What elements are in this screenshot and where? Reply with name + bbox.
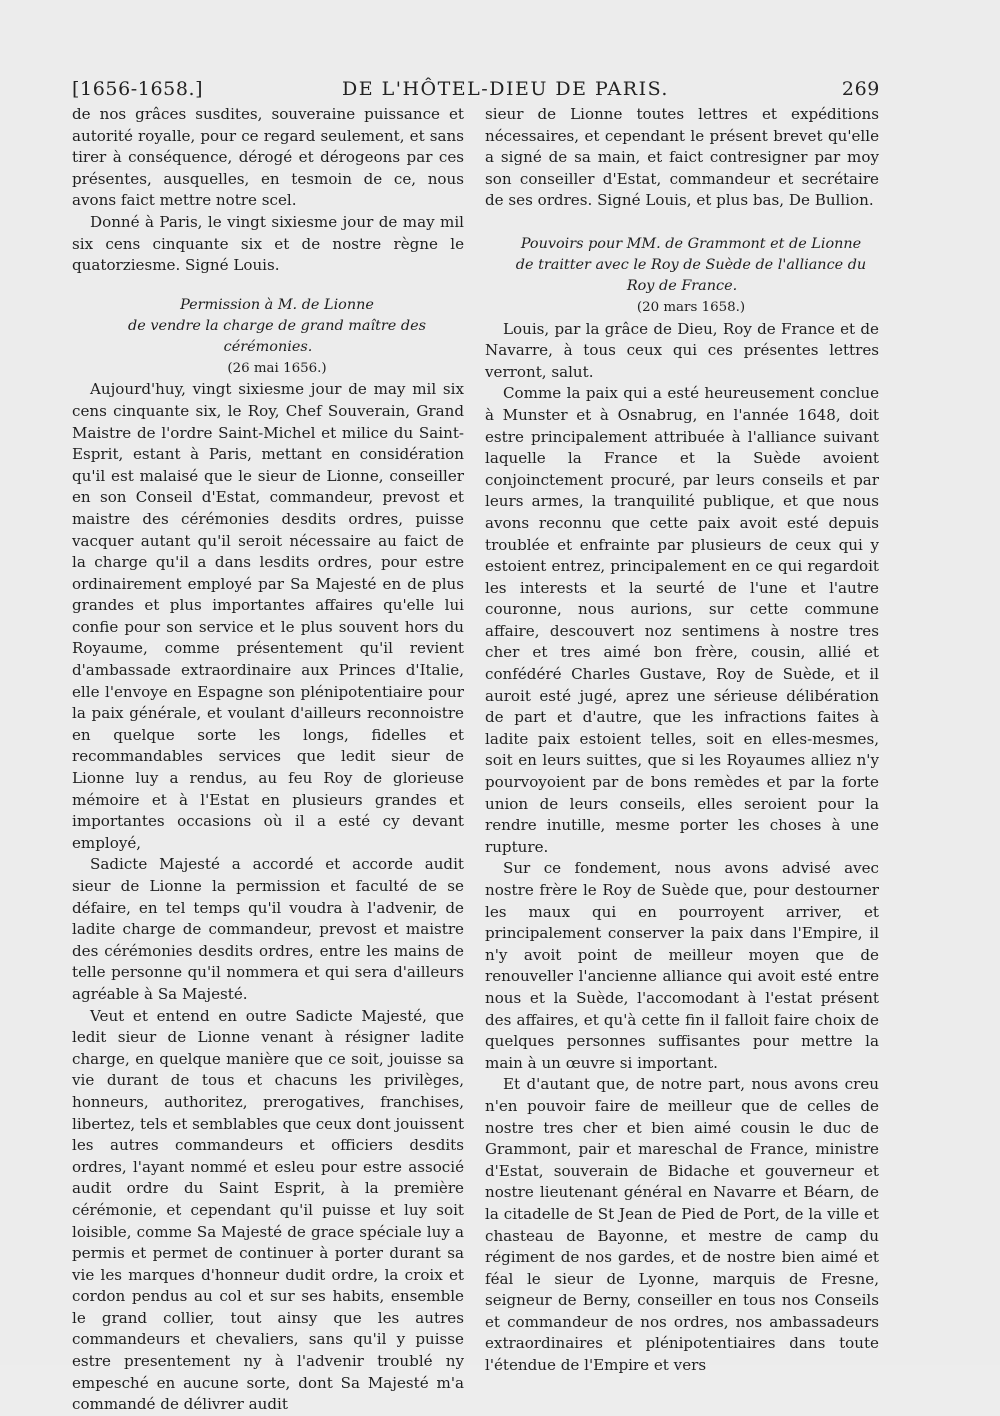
left-column — [72, 104, 464, 1416]
paragraph: Donné à Paris, le vingt sixiesme jour de may mil six cens cinquante six et de nostre règne le quatorziesme. Signé Louis. — [72, 212, 464, 275]
paragraph: Veut et entend en outre Sadicte Majesté, que ledit sieur de Lionne venant à résigner ladite charge, en quelque manière que ce soit, jouisse sa vie durant de tous et chacuns les privilèges, honneurs, authoritez, prerogatives, franchises, libertez, tels et semblables que ceux dont jouissent les autres commandeurs et officiers desdits ordres, l'ayant nommé et esleu pour estre associé audit ordre du Saint Esprit, à la première cérémonie, et cependant qu'il puisse et luy soit loisible, comme Sa Majesté de grace spéciale luy a permis et permet de continuer à porter durant sa vie les marques d'honneur dudit ordre, la croix et cordon pendus au col et sur ses habits, ensemble le grand collier, tout ainsy que les autres commandeurs et chevaliers, sans qu'il y puisse estre presentement ny à l'advenir troublé ny empesché en aucune sorte, dont Sa Majesté m'a commandé de délivrer audit — [72, 1006, 465, 1414]
page-number: 269 — [841, 78, 880, 100]
section-title: Permission à M. de Lionne — [180, 296, 374, 313]
paragraph: Sur ce fondement, nous avons advisé avec nostre frère le Roy de Suède que, pour destourner les maux qui en pourroyent arriver, et principalement conserver la paix dans l'Empire, il n'y avoit point de meilleur moyen que de renouveller l'ancienne alliance qui avoit esté entre nous et la Suède, l'accomodant à l'estat présent des affaires, et qu'à cette fin il falloit faire choix de quelques personnes suffisantes pour mettre la main à un œuvre si important. — [485, 859, 879, 1072]
section-date: (20 mars 1658.) — [636, 299, 746, 315]
paragraph: Sadicte Majesté a accordé et accorde audit sieur de Lionne la permission et faculté de se défaire, en tel temps qu'il voudra à l'advenir, de ladite charge de commandeur, prevost et maistre des cérémonies desdits ordres, entre les mains de telle personne qu'il nommera et qui sera d'ailleurs agréable à Sa Majesté. — [72, 855, 464, 1003]
section-subtitle: de vendre la charge de grand maître des cérémonies. — [128, 317, 426, 355]
section-subtitle: de traitter avec le Roy de Suède de l'alliance du Roy de France. — [515, 256, 867, 294]
header-title: DE L'HÔTEL-DIEU DE PARIS. — [342, 78, 669, 100]
section-title: Pouvoirs pour MM. de Grammont et de Lionne — [520, 235, 862, 252]
paragraph: sieur de Lionne toutes lettres et expéditions nécessaires, et cependant le présent brevet qu'elle a signé de sa main, et faict contresigner par moy son conseiller d'Estat, commandeur et secrétaire de ses ordres. Signé Louis, et plus bas, De Bullion. — [485, 105, 879, 210]
paragraph: Louis, par la grâce de Dieu, Roy de France et de Navarre, à tous ceux qui ces présentes lettres verront, salut. — [485, 319, 879, 381]
running-header — [72, 78, 880, 106]
paragraph: de nos grâces susdites, souveraine puissance et autorité royalle, pour ce regard seulement, et sans tirer à conséquence, dérogé et dérogeons par ces présentes, ausquelles, en tesmoin de ce, nous avons faict mettre notre scel. — [72, 105, 464, 210]
header-date-range: [1656-1658.] — [72, 78, 204, 100]
paragraph: Comme la paix qui a esté heureusement conclue à Munster et à Osnabrug, en l'année 1648, doit estre principalement attribuée à l'alliance suivant laquelle la France et la Suède avoient conjoinctement procuré, par leurs conseils et par leurs armes, la tranquilité publique, et que nous avons reconnu que cette paix avoit esté depuis troublée et enfrainte par plusieurs de ceux qui y estoient entrez, principalement en ce qui regardoit les interests et la seurté de l'une et l'autre couronne, nous aurions, sur cette commune affaire, descouvert noz sentimens à nostre tres cher et tres aimé bon frère, cousin, allié et confédéré Charles Gustave, Roy de Suède, et il auroit esté jugé, aprez une sérieuse délibération de part et d'autre, que les infractions faites à ladite paix estoient telles, soit en elles-mesmes, soit en leurs suittes, que si les Royaumes alliez n'y pourvoyoient par de bons remèdes et par la forte union de leurs conseils, elles seroient pour la rendre inutille, mesme porter les choses à une rupture. — [485, 384, 879, 856]
right-column — [485, 104, 879, 1377]
paragraph: Et d'autant que, de notre part, nous avons creu n'en pouvoir faire de meilleur que de celles de nostre tres cher et bien aimé cousin le duc de Grammont, pair et mareschal de France, ministre d'Estat, souverain de Bidache et gouverneur et nostre lieutenant général en Navarre et Béarn, de la citadelle de St Jean de Pied de Port, de la ville et chasteau de Bayonne, et mestre de camp du régiment de nos gardes, et de nostre bien aimé et féal le sieur de Lyonne, marquis de Fresne, seigneur de Berny, conseiller en tous nos Conseils et commandeur de nos ordres, nos ambassadeurs extraordinaires et plénipotentiaires dans toute l'étendue de l'Empire et vers — [485, 1075, 879, 1375]
section-date: (26 mai 1656.) — [227, 360, 327, 376]
paragraph: Aujourd'huy, vingt sixiesme jour de may mil six cens cinquante six, le Roy, Chef Souverain, Grand Maistre de l'ordre Saint-Michel et milice du Saint-Esprit, estant à Paris, mettant en considération qu'il est malaisé que le sieur de Lionne, conseiller en son Conseil d'Estat, commandeur, prevost et maistre des cérémonies desdits ordres, puisse vacquer autant qu'il seroit nécessaire au faict de la charge qu'il a dans lesdits ordres, pour estre ordinairement employé par Sa Majesté en de plus grandes et plus importantes affaires qu'elle lui confie pour son service et le plus souvent hors du Royaume, comme présentement qu'il revient d'ambassade extraordinaire aux Princes d'Italie, elle l'envoye en Espagne son plénipotentiaire pour la paix générale, et voulant d'ailleurs reconnoistre en quelque sorte les longs, fidelles et recommandables services que ledit sieur de Lionne luy a rendus, au feu Roy de glorieuse mémoire et à l'Estat en plusieurs grandes et importantes occasions où il a esté cy devant employé, — [72, 380, 464, 852]
